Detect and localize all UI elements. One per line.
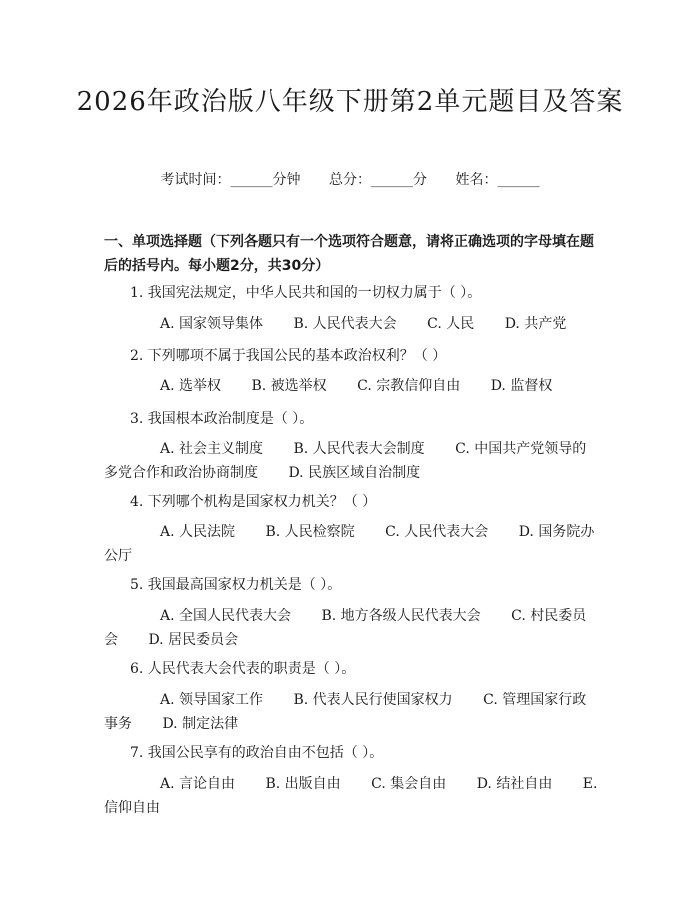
question-stem: 1. 我国宪法规定，中华人民共和国的一切权力属于（ ）。: [130, 285, 482, 301]
question-options: [104, 604, 600, 652]
question-stem: 7. 我国公民享有的政治自由不包括（ ）。: [130, 745, 384, 761]
option: A. 领导国家工作: [160, 692, 264, 708]
exam-info: [0, 170, 700, 190]
option: C. 中国共产党领导的多党合作和政治协商制度: [104, 441, 587, 481]
section-heading: 一、单项选择题（下列各题只有一个选项符合题意，请将正确选项的字母填在题后的括号内。每小题2分，共30分）: [104, 234, 594, 274]
option: C. 人民: [427, 316, 475, 332]
option: B. 被选举权: [251, 378, 327, 394]
option: C. 集会自由: [371, 776, 447, 792]
option: A. 国家领导集体: [160, 316, 264, 332]
option: B. 人民代表大会: [293, 316, 397, 332]
option: A. 全国人民代表大会: [160, 608, 292, 624]
option: B. 人民检察院: [265, 524, 355, 540]
option: C. 宗教信仰自由: [357, 378, 461, 394]
option: B. 地方各级人民代表大会: [321, 608, 481, 624]
option: A. 人民法院: [160, 524, 236, 540]
option: D. 制定法律: [162, 716, 239, 732]
option: B. 人民代表大会制度: [293, 441, 425, 457]
question-stem: 5. 我国最高国家权力机关是（ ）。: [130, 577, 342, 593]
option: A. 选举权: [160, 378, 222, 394]
option: D. 监督权: [490, 378, 553, 394]
question-stem: 4. 下列哪个机构是国家权力机关？（ ）: [130, 494, 377, 510]
option: C. 人民代表大会: [385, 524, 489, 540]
option: C. 村民委员会: [104, 608, 587, 648]
question-stem: 2. 下列哪项不属于我国公民的基本政治权利？（ ）: [130, 348, 447, 364]
question-options: [104, 312, 600, 336]
option: D. 民族区域自治制度: [288, 465, 421, 481]
question-stem: 3. 我国根本政治制度是（ ）。: [130, 411, 314, 427]
question-stem: 6. 人民代表大会代表的职责是（ ）。: [130, 661, 356, 677]
option: D. 居民委员会: [148, 632, 239, 648]
option: B. 代表人民行使国家权力: [293, 692, 453, 708]
document-title: 2026年政治版八年级下册第2单元题目及答案: [76, 87, 624, 117]
question-options: [104, 688, 600, 736]
option: E. 信仰自由: [104, 776, 598, 816]
option: A. 言论自由: [160, 776, 236, 792]
option: D. 共产党: [504, 316, 567, 332]
total-score: 总分：______分: [329, 172, 427, 188]
question-options: [104, 437, 600, 485]
question-options: [104, 772, 600, 820]
exam-time: 考试时间：______分钟: [160, 172, 301, 188]
option: C. 管理国家行政事务: [104, 692, 587, 732]
question-options: [104, 374, 600, 398]
question-options: [104, 520, 600, 568]
option: B. 出版自由: [265, 776, 341, 792]
student-name: 姓名：______: [455, 172, 540, 188]
option: A. 社会主义制度: [160, 441, 264, 457]
option: D. 结社自由: [476, 776, 553, 792]
option: D. 国务院办公厅: [104, 524, 595, 564]
